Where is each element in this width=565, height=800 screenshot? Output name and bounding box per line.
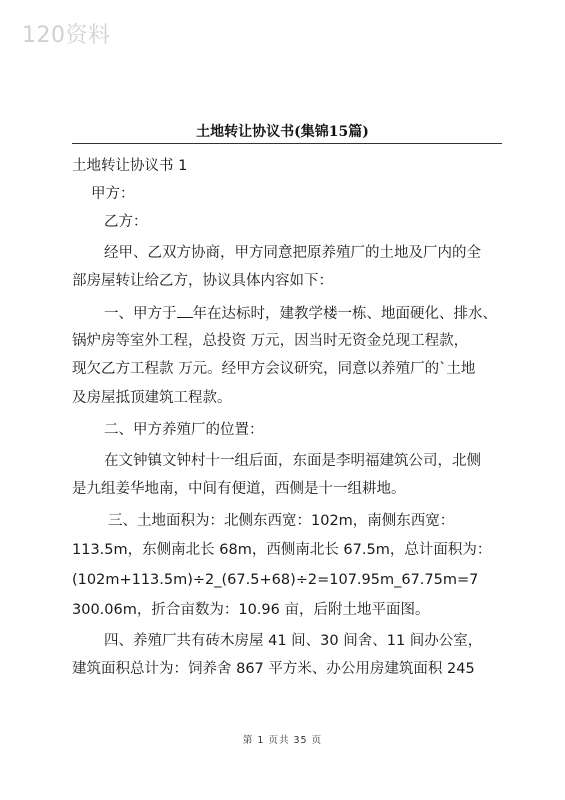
paragraph-line: 113.5m，东侧南北长 68m，西侧南北长 67.5m，总计面积为： (72, 542, 492, 558)
paragraph-line: 建筑面积总计为：饲养舍 867 平方米、办公用房建筑面积 245 (72, 661, 475, 677)
paragraph-line: 三、土地面积为：北侧东西宽：102m，南侧东西宽： (108, 513, 455, 529)
paragraph-line: 300.06m，折合亩数为：10.96 亩，后附土地平面图。 (72, 602, 430, 618)
blank-underline (177, 303, 193, 318)
paragraph-line: 是九组姜华地南，中间有便道，西侧是十一组耕地。 (72, 481, 406, 497)
paragraph-line: 在文钟镇文钟村十一组后面，东面是李明福建筑公司，北侧 (104, 453, 481, 469)
paragraph-line: 二、甲方养殖厂的位置： (104, 422, 264, 438)
party-b-label: 乙方： (104, 214, 148, 230)
paragraph-line (104, 303, 497, 324)
paragraph-line: 四、养殖厂共有砖木房屋 41 间、30 间舍、11 间办公室， (104, 633, 483, 649)
paragraph-line: 现欠乙方工程款 万元。经甲方会议研究，同意以养殖厂的`土地 (72, 361, 476, 377)
paragraph-line: 经甲、乙双方协商，甲方同意把原养殖厂的土地及厂内的全 (104, 245, 481, 261)
page-footer: 第 1 页共 35 页 (242, 735, 323, 746)
section-subtitle: 土地转让协议书 1 (72, 158, 188, 174)
header-divider (72, 143, 502, 144)
paragraph-line: 及房屋抵顶建筑工程款。 (72, 390, 232, 406)
watermark: 120资料 (22, 23, 111, 48)
paragraph-text: 一、甲方于 (104, 306, 177, 322)
paragraph-line: 部房屋转让给乙方，协议具体内容如下： (72, 273, 333, 289)
document-title: 土地转让协议书(集锦15篇) (196, 124, 369, 140)
paragraph-line: (102m+113.5m)÷2_(67.5+68)÷2=107.95m_67.75m=7 (72, 572, 479, 588)
paragraph-text: 年在达标时，建教学楼一栋、地面硬化、排水、 (192, 306, 497, 322)
party-a-label: 甲方： (91, 186, 135, 202)
paragraph-line: 锅炉房等室外工程，总投资 万元，因当时无资金兑现工程款， (72, 333, 469, 349)
